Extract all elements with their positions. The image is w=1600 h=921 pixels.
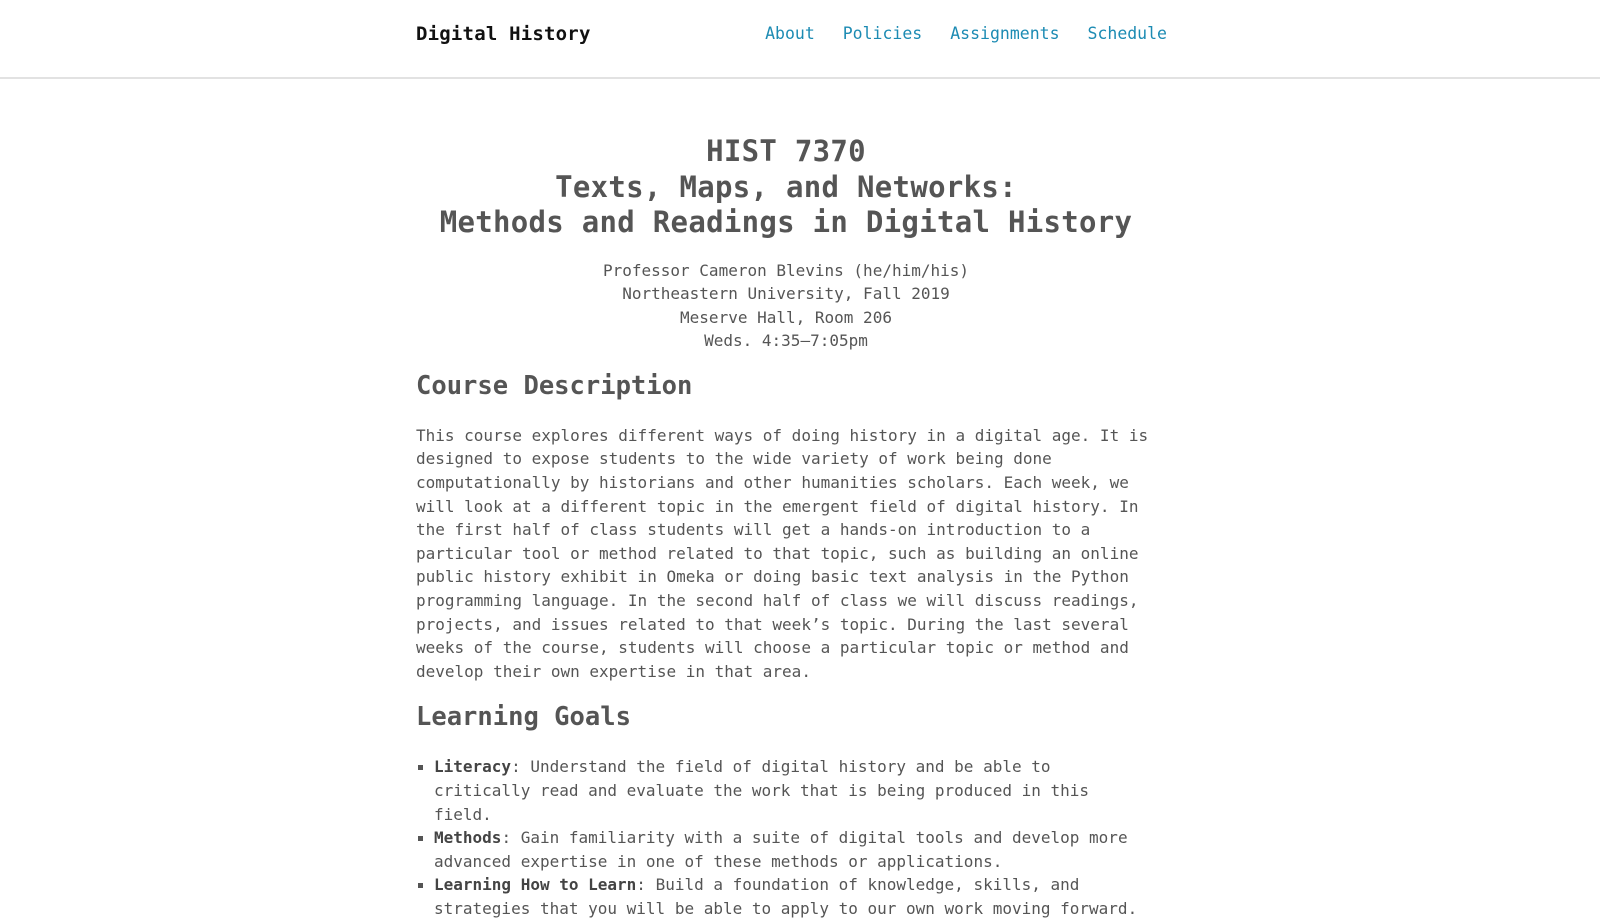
goal-term: Learning How to Learn xyxy=(434,875,637,895)
page-title xyxy=(416,134,1156,241)
goal-text: : Gain familiarity with a suite of digital tools and develop more advanced expertise in one of these methods or applications. xyxy=(434,828,1128,871)
course-code: HIST 7370 xyxy=(706,134,866,168)
list-item xyxy=(416,826,1156,873)
course-description-heading: Course Description xyxy=(416,370,693,401)
goal-term: Literacy xyxy=(434,757,512,777)
course-title-line-1: Texts, Maps, and Networks: xyxy=(555,169,1017,204)
list-item xyxy=(416,755,1156,826)
list-item xyxy=(416,873,1156,920)
learning-goals-heading: Learning Goals xyxy=(416,702,631,733)
learning-goals-list xyxy=(416,755,1156,920)
nav-policies[interactable]: Policies xyxy=(842,24,923,43)
site-title-link[interactable]: Digital History xyxy=(416,23,591,45)
course-meta xyxy=(416,259,1156,353)
main-content xyxy=(416,134,1156,921)
main-nav xyxy=(765,24,1167,43)
meeting-time: Weds. 4:35–7:05pm xyxy=(704,331,868,351)
nav-about[interactable]: About xyxy=(765,24,815,43)
nav-assignments[interactable]: Assignments xyxy=(950,24,1060,43)
location: Meserve Hall, Room 206 xyxy=(680,307,892,327)
goal-term: Methods xyxy=(434,828,502,848)
goal-text: : Understand the field of digital history and be able to critically read and evaluate the work that is being produced in this field. xyxy=(434,757,1090,824)
professor: Professor Cameron Blevins (he/him/his) xyxy=(602,260,970,280)
site-header xyxy=(0,0,1600,79)
learning-goals-section xyxy=(416,701,1156,920)
nav-schedule[interactable]: Schedule xyxy=(1087,24,1167,43)
goal-text: : Build a foundation of knowledge, skills, and strategies that you will be able to apply to our own work moving forward. xyxy=(434,875,1138,918)
university-term: Northeastern University, Fall 2019 xyxy=(622,284,950,304)
course-description-text: This course explores different ways of doing history in a digital age. It is designed to expose students to the wide variety of work being done computationally by historians and other humanities scholars. Each week, we will look at a different topic in the emergent field of digital history. In the first half of class students will get a hands-on introduction to a particular tool or method related to that topic, such as building an online public history exhibit in Omeka or doing basic text analysis in the Python programming language. In the second half of class we will discuss readings, projects, and issues related to that week’s topic. During the last several weeks of the course, students will choose a particular topic or method and develop their own expertise in that area. xyxy=(416,425,1149,681)
course-description-section xyxy=(416,370,1156,684)
course-title-line-2: Methods and Readings in Digital History xyxy=(439,205,1133,239)
